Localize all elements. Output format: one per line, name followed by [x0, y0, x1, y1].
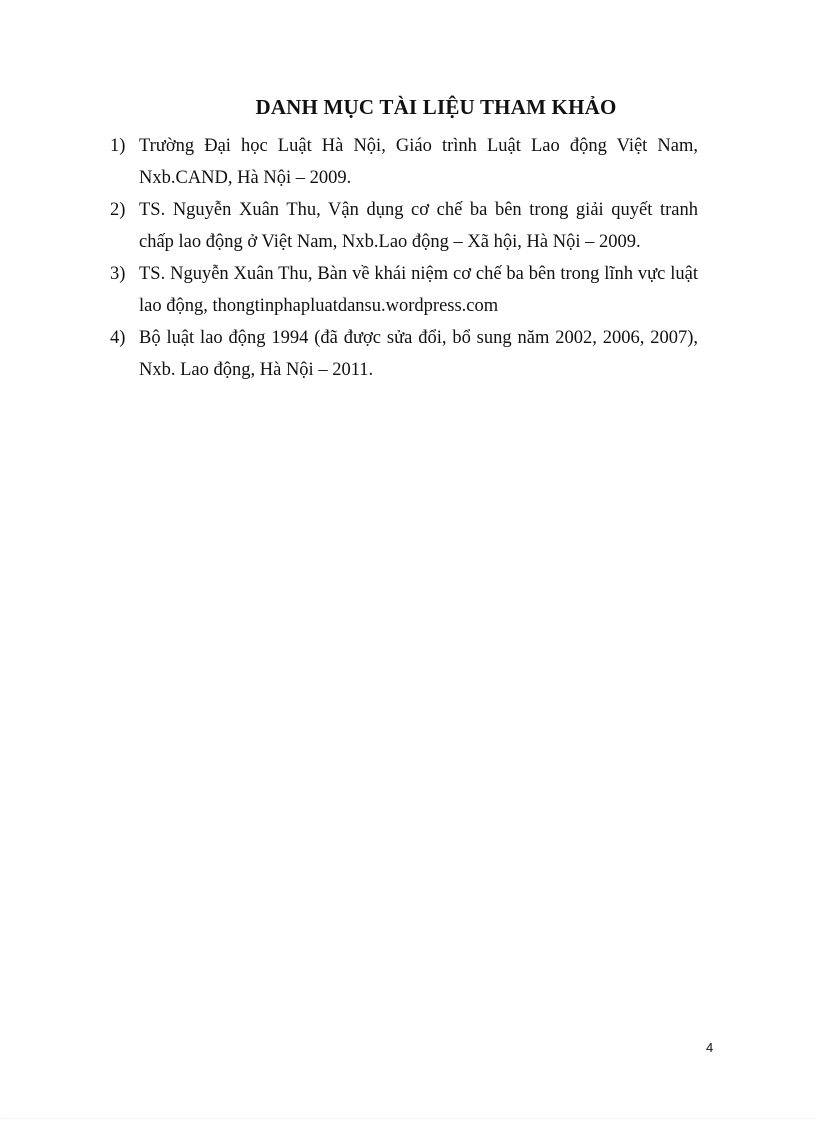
reference-item	[110, 194, 698, 258]
reference-list	[110, 130, 698, 386]
reference-text: Bộ luật lao động 1994 (đã được sửa đổi, bổ sung năm 2002, 2006, 2007), Nxb. Lao động, Hà Nội – 2011.	[139, 328, 698, 380]
page-title: DANH MỤC TÀI LIỆU THAM KHẢO	[255, 95, 617, 119]
reference-text: TS. Nguyễn Xuân Thu, Bàn về khái niệm cơ chế ba bên trong lĩnh vực luật lao động, thongtinphapluatdansu.wordpress.com	[139, 264, 698, 316]
page-number: 4	[706, 1040, 714, 1055]
reference-number: 3)	[110, 264, 126, 284]
reference-number: 2)	[110, 200, 126, 220]
page-bottom-divider	[0, 1118, 816, 1120]
reference-item	[110, 322, 698, 386]
reference-text: TS. Nguyễn Xuân Thu, Vận dụng cơ chế ba bên trong giải quyết tranh chấp lao động ở Việt Nam, Nxb.Lao động – Xã hội, Hà Nội – 2009.	[139, 200, 698, 252]
reference-text: Trường Đại học Luật Hà Nội, Giáo trình Luật Lao động Việt Nam, Nxb.CAND, Hà Nội – 2009.	[139, 136, 698, 188]
reference-number: 1)	[110, 136, 126, 156]
reference-item	[110, 130, 698, 194]
reference-item	[110, 258, 698, 322]
reference-number: 4)	[110, 328, 126, 348]
